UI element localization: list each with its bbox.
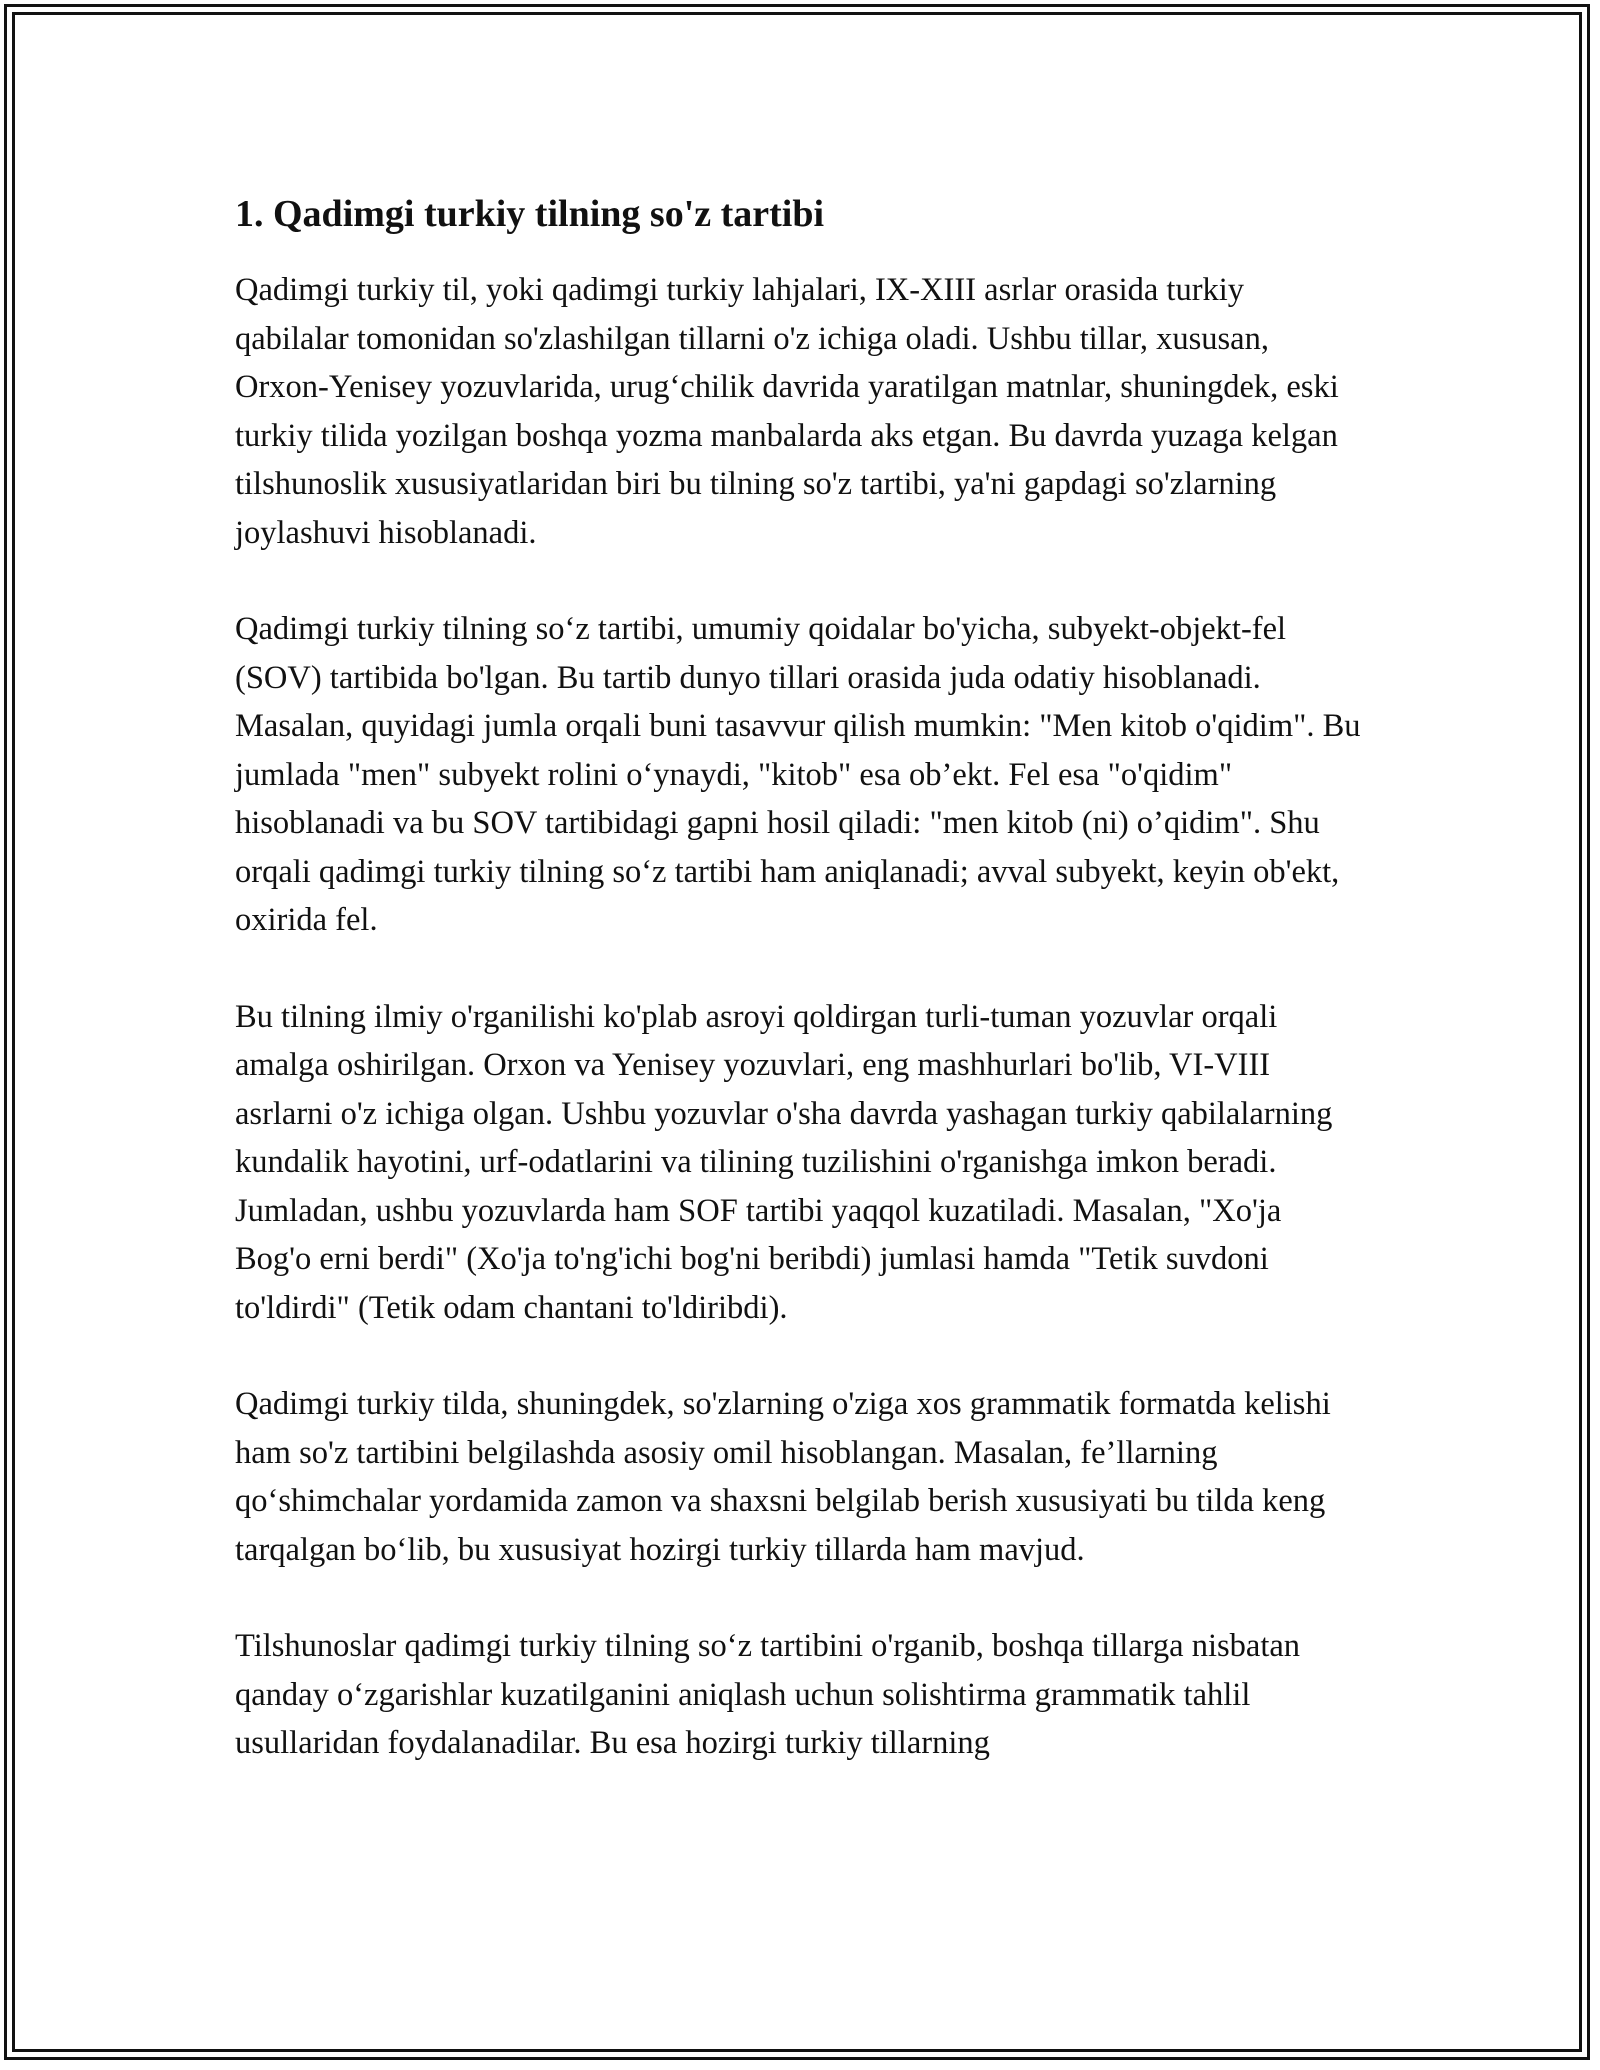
paragraph-4: Qadimgi turkiy tilda, shuningdek, so'zlarning o'ziga xos grammatik formatda kelishi ham so'z tartibini belgilashda asosiy omil hisoblangan. Masalan, fe’llarning qo‘shimchalar yordamida zamon va shaxsni belgilab berish xususiyati bu tilda keng tarqalgan bo‘lib, bu xususiyat hozirgi turkiy tillarda ham mavjud. [235,1386,1331,1568]
paragraph-1: Qadimgi turkiy til, yoki qadimgi turkiy lahjalari, IX-XIII asrlar orasida turkiy qabilalar tomonidan so'zlashilgan tillarni o'z ichiga oladi. Ushbu tillar, xususan, Orxon-Yenisey yozuvlarida, urug‘chilik davrida yaratilgan matnlar, shuningdek, eski turkiy tilida yozilgan boshqa yozma manbalarda aks etgan. Bu davrda yuzaga kelgan tilshunoslik xususiyatlaridan biri bu tilning so'z tartibi, ya'ni gapdagi so'zlarning joylashuvi hisoblanadi. [235,272,1339,551]
document-body [235,180,1365,1816]
paragraph-3: Bu tilning ilmiy o'rganilishi ko'plab asroyi qoldirgan turli-tuman yozuvlar orqali amalga oshirilgan. Orxon va Yenisey yozuvlari, eng mashhurlari bo'lib, VI-VIII asrlarni o'z ichiga olgan. Ushbu yozuvlar o'sha davrda yashagan turkiy qabilalarning kundalik hayotini, urf-odatlarini va tilining tuzilishini o'rganishga imkon beradi. Jumladan, ushbu yozuvlarda ham SOF tartibi yaqqol kuzatiladi. Masalan, "Xo'ja Bog'o erni berdi" (Xo'ja to'ng'ichi bog'ni beribdi) jumlasi hamda "Tetik suvdoni to'ldirdi" (Tetik odam chantani to'ldiribdi). [235,998,1333,1326]
paragraph-5: Tilshunoslar qadimgi turkiy tilning so‘z tartibini o'rganib, boshqa tillarga nisbatan qanday o‘zgarishlar kuzatilganini aniqlash uchun solishtirma grammatik tahlil usullaridan foydalanadilar. Bu esa hozirgi turkiy tillarning [235,1628,1301,1761]
document-title: 1. Qadimgi turkiy tilning so'z tartibi [235,193,825,235]
paragraph-2: Qadimgi turkiy tilning so‘z tartibi, umumiy qoidalar bo'yicha, subyekt-objekt-fel (SOV) tartibida bo'lgan. Bu tartib dunyo tillari orasida juda odatiy hisoblanadi. Masalan, quyidagi jumla orqali buni tasavvur qilish mumkin: "Men kitob o'qidim". Bu jumlada "men" subyekt rolini o‘ynaydi, "kitob" esa ob’ekt. Fel esa "o'qidim" hisoblanadi va bu SOV tartibidagi gapni hosil qiladi: "men kitob (ni) o’qidim". Shu orqali qadimgi turkiy tilning so‘z tartibi ham aniqlanadi; avval subyekt, keyin ob'ekt, oxirida fel. [235,611,1361,938]
